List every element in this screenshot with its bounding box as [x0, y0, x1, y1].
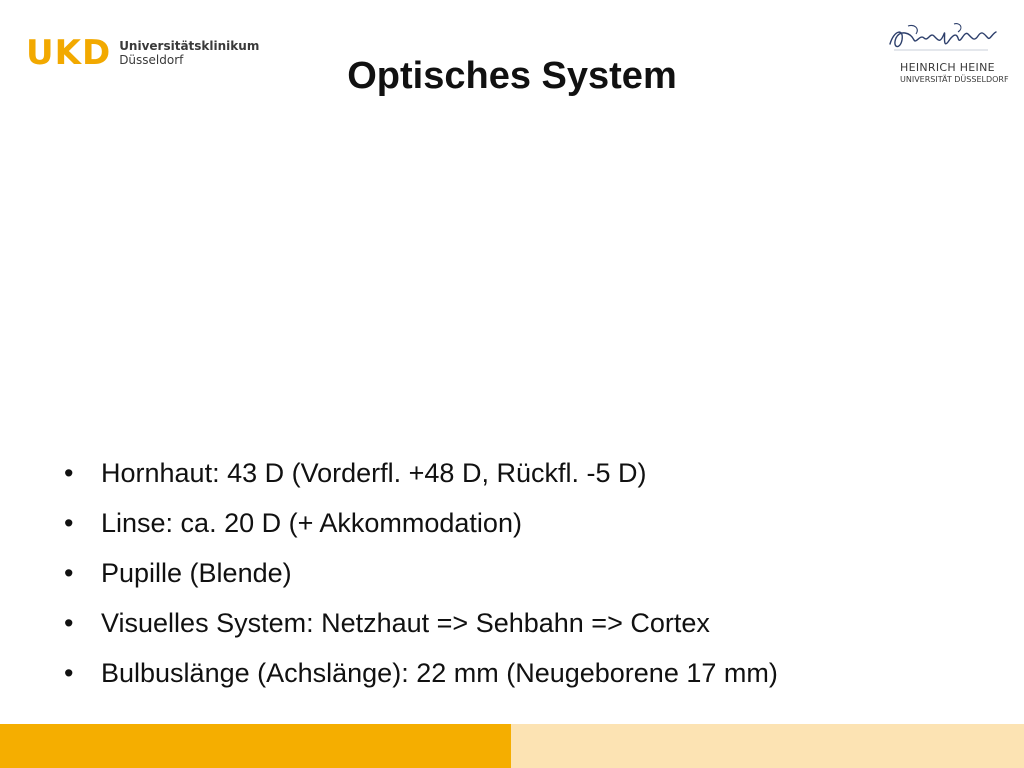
bullet-text: Pupille (Blende) — [101, 558, 292, 588]
bullet-item — [60, 448, 778, 498]
bullet-item — [60, 548, 778, 598]
bullet-text: Visuelles System: Netzhaut => Sehbahn => Cortex — [101, 608, 710, 638]
bullet-item — [60, 598, 778, 648]
slide-title: Optisches System — [347, 55, 677, 97]
bullet-dot: • — [64, 458, 74, 488]
hhu-logo-line2: UNIVERSITÄT DÜSSELDORF — [900, 75, 1009, 84]
footer-bar-orange — [0, 724, 511, 768]
ukd-logo-line2: Düsseldorf — [119, 53, 184, 67]
bullet-item — [60, 498, 778, 548]
bullet-dot: • — [64, 558, 74, 588]
bullet-dot: • — [64, 608, 74, 638]
bullet-text: Hornhaut: 43 D (Vorderfl. +48 D, Rückfl. -5 D) — [101, 458, 647, 488]
bullet-list — [60, 448, 778, 698]
ukd-logo-line1: Universitätsklinikum — [119, 39, 260, 53]
bullet-dot: • — [64, 658, 74, 688]
footer-bar — [0, 724, 1024, 768]
bullet-item — [60, 648, 778, 698]
bullet-text: Bulbuslänge (Achslänge): 22 mm (Neugeborene 17 mm) — [101, 658, 778, 688]
ukd-logo-mark: UKD — [26, 33, 112, 73]
hhu-logo-line1: HEINRICH HEINE — [900, 61, 995, 74]
footer-bar-light — [511, 724, 1024, 768]
bullet-text: Linse: ca. 20 D (+ Akkommodation) — [101, 508, 522, 538]
bullet-dot: • — [64, 508, 74, 538]
